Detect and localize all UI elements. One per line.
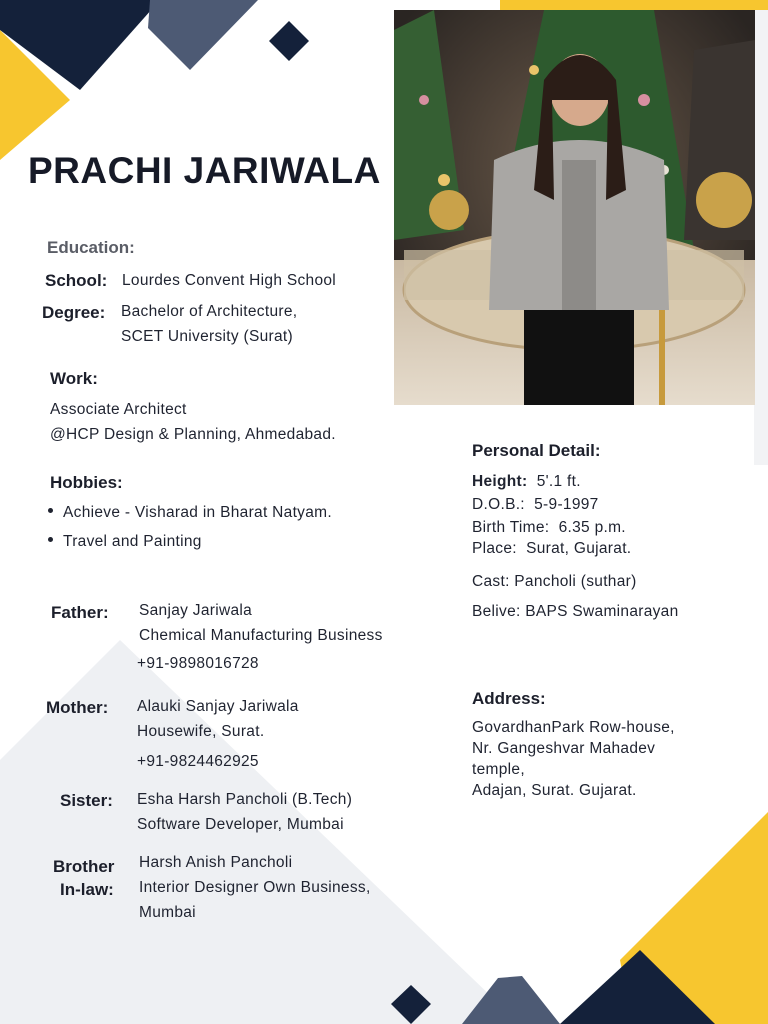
grey-strip-shape: [754, 10, 768, 465]
navy-diamond-top: [269, 21, 309, 61]
hobby-text: Achieve - Visharad in Bharat Natyam.: [63, 504, 332, 521]
father-label: Father:: [51, 603, 109, 622]
belive-row: [472, 601, 679, 622]
bullet-icon: [48, 508, 53, 513]
hobby-item: [48, 529, 202, 554]
cast-label: Cast:: [472, 573, 510, 590]
dob-value: 5-9-1997: [534, 496, 599, 513]
degree-line-2: SCET University (Surat): [121, 328, 293, 345]
birth-time-label: Birth Time:: [472, 519, 550, 536]
address-line: Nr. Gangeshvar Mahadev: [472, 740, 656, 757]
address-line: GovardhanPark Row-house,: [472, 719, 675, 736]
work-heading: Work:: [50, 369, 98, 388]
mother-label: Mother:: [46, 698, 109, 717]
brother-label-line-2: In-law:: [60, 880, 114, 899]
address-line: Adajan, Surat. Gujarat.: [472, 782, 637, 799]
cast-row: [472, 571, 637, 592]
sister-label: Sister:: [60, 791, 113, 810]
work-line-1: Associate Architect: [50, 401, 187, 418]
hobbies-heading: Hobbies:: [50, 473, 123, 492]
yellow-sliver-top-right: [500, 0, 768, 10]
dob-label: D.O.B.:: [472, 496, 525, 513]
mother-line-1: Alauki Sanjay Jariwala: [137, 698, 299, 715]
personal-heading: Personal Detail:: [472, 441, 601, 460]
profile-photo: [394, 10, 755, 405]
education-heading: Education:: [47, 238, 135, 257]
place-row: [472, 538, 631, 559]
address-heading: Address:: [472, 689, 546, 708]
dob-row: [472, 494, 599, 515]
page-title: PRACHI JARIWALA: [28, 150, 381, 191]
hobby-item: [48, 500, 332, 525]
address-line: temple,: [472, 761, 525, 778]
father-phone: +91-9898016728: [137, 655, 259, 672]
birth-time-value: 6.35 p.m.: [558, 519, 626, 536]
degree-label: Degree:: [42, 303, 106, 322]
school-label: School:: [45, 271, 108, 290]
belive-label: Belive:: [472, 603, 521, 620]
brother-line-1: Harsh Anish Pancholi: [139, 854, 293, 871]
father-line-1: Sanjay Jariwala: [139, 602, 253, 619]
brother-line-2: Interior Designer Own Business,: [139, 879, 371, 896]
mother-phone: +91-9824462925: [137, 753, 259, 770]
cast-value: Pancholi (suthar): [514, 573, 637, 590]
place-label: Place:: [472, 540, 517, 557]
school-value: Lourdes Convent High School: [122, 272, 337, 289]
belive-value: BAPS Swaminarayan: [525, 603, 679, 620]
bullet-icon: [48, 537, 53, 542]
birth-time-row: [472, 517, 626, 538]
hobby-text: Travel and Painting: [63, 533, 202, 550]
work-line-2: @HCP Design & Planning, Ahmedabad.: [50, 426, 336, 443]
height-value: 5'.1 ft.: [536, 473, 581, 490]
height-label: Height:: [472, 473, 528, 490]
sister-line-2: Software Developer, Mumbai: [137, 816, 344, 833]
brother-line-3: Mumbai: [139, 904, 196, 921]
sister-line-1: Esha Harsh Pancholi (B.Tech): [137, 791, 353, 808]
mother-line-2: Housewife, Surat.: [137, 723, 265, 740]
father-line-2: Chemical Manufacturing Business: [139, 627, 383, 644]
brother-label-line-1: Brother: [53, 857, 115, 876]
degree-line-1: Bachelor of Architecture,: [121, 303, 298, 320]
height-row: [472, 471, 581, 492]
slate-shape-top: [148, 0, 258, 70]
place-value: Surat, Gujarat.: [526, 540, 632, 557]
